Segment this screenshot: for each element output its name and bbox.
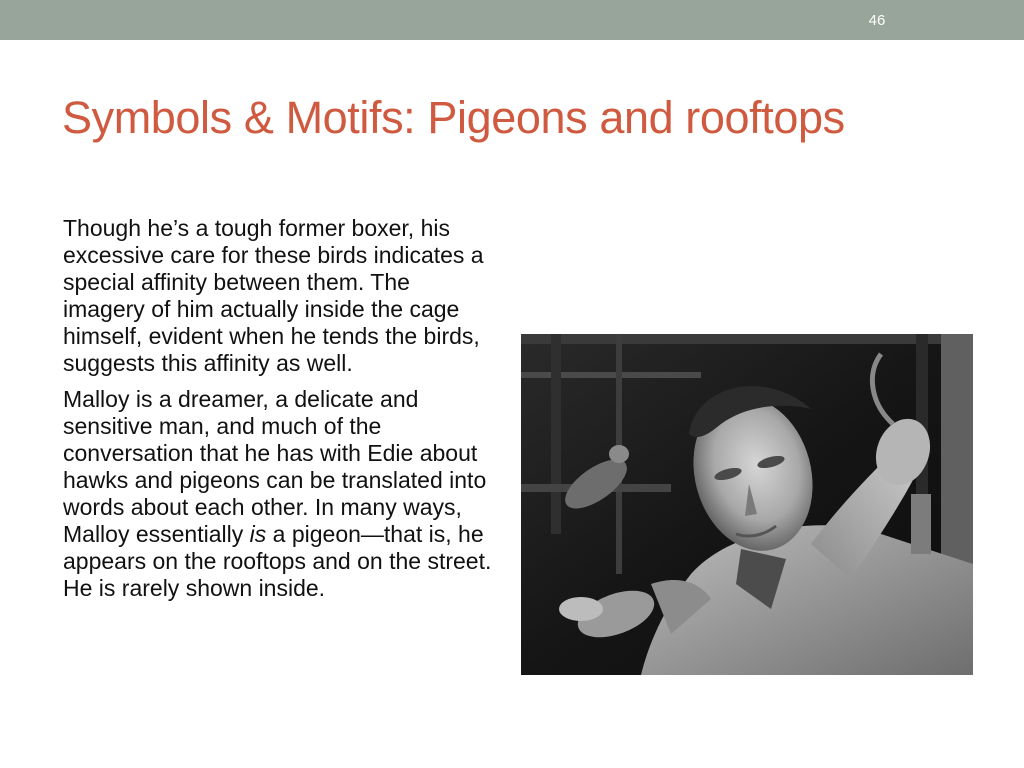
body-text xyxy=(63,215,498,611)
film-still-photo xyxy=(521,334,973,675)
paragraph-2-part-1: Malloy is a dreamer, a delicate and sensitive man, and much of the conversation that he has with Edie about hawks and pigeons can be translated into words about each other. In many ways, Malloy essentially xyxy=(63,386,487,547)
film-still-image xyxy=(521,334,973,675)
paragraph-2 xyxy=(63,386,498,602)
paragraph-2-part-2: a pigeon—that is, he appears on the rooftops and on the street. He is rarely shown inside. xyxy=(63,521,492,601)
slide-title: Symbols & Motifs: Pigeons and rooftops xyxy=(62,92,845,143)
paragraph-2-italic: is xyxy=(249,521,267,547)
page-number: 46 xyxy=(868,12,886,29)
paragraph-1: Though he’s a tough former boxer, his excessive care for these birds indicates a special affinity between them. The imagery of him actually inside the cage himself, evident when he tends the birds, suggests this affinity as well. xyxy=(63,215,484,376)
top-bar xyxy=(0,0,1024,40)
